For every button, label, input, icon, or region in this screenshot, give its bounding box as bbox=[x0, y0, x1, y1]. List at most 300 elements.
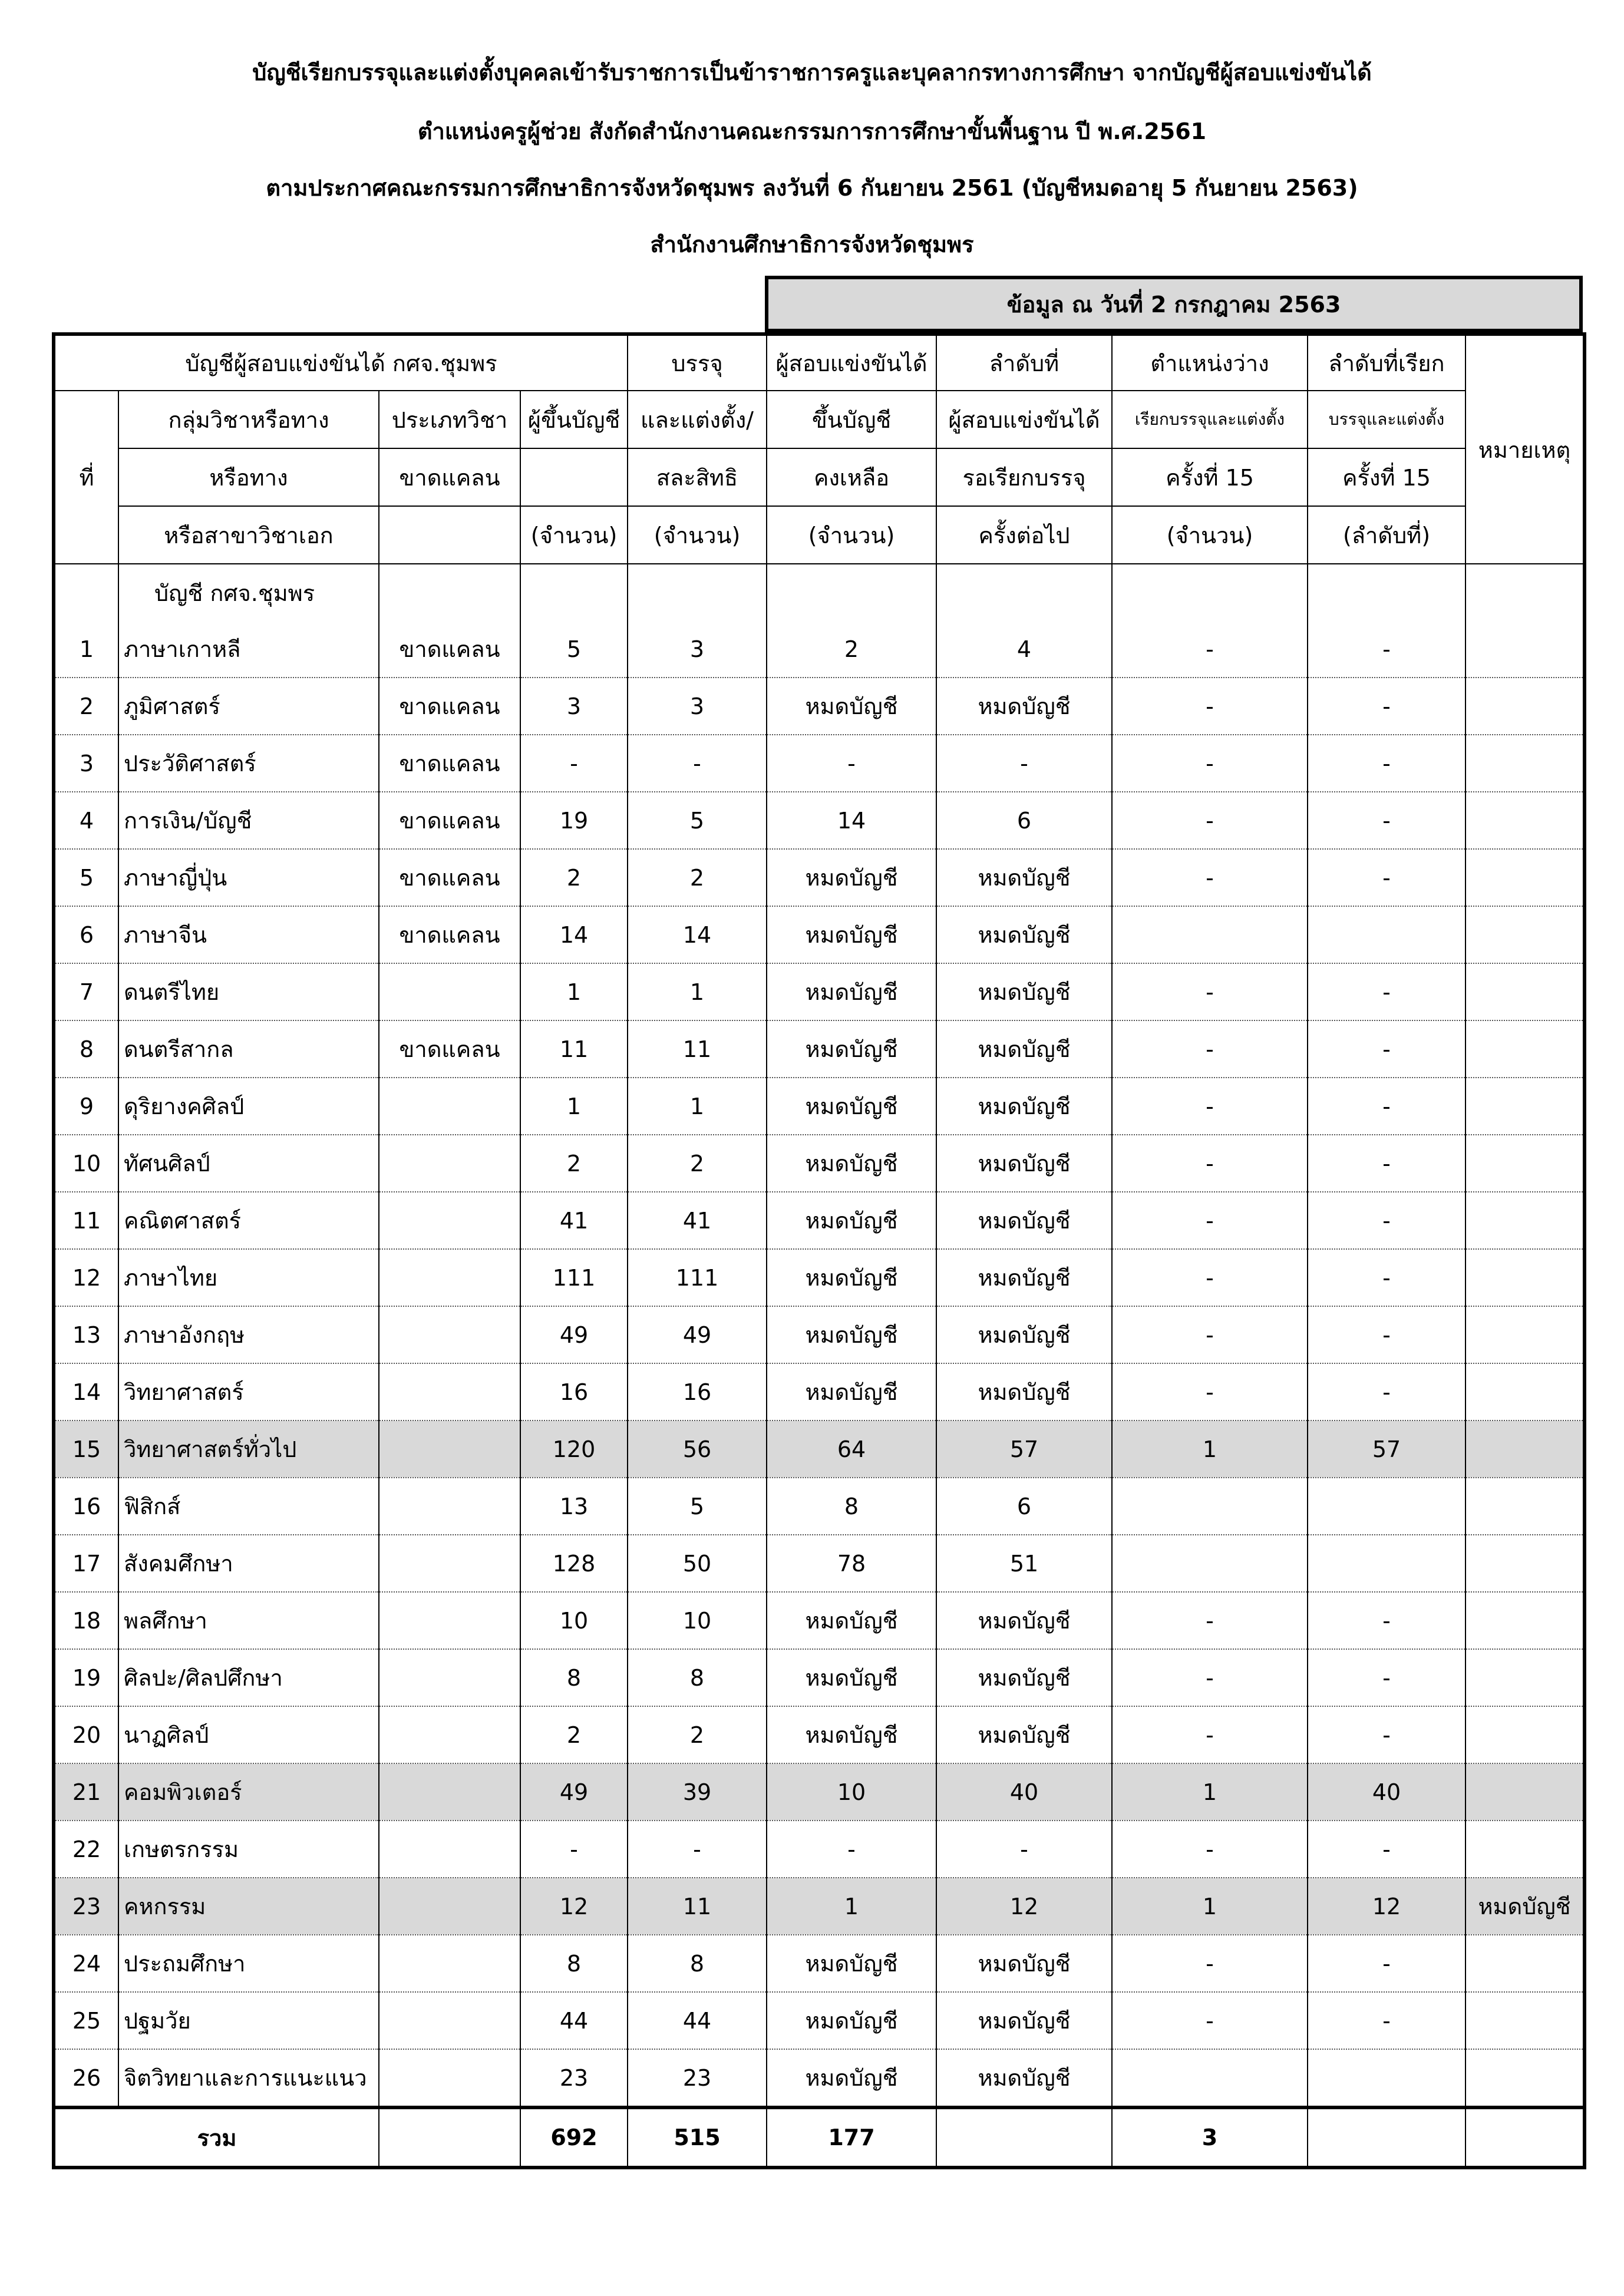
header-remaining-2: ขึ้นบัญชี bbox=[767, 391, 936, 448]
row-call-rank: - bbox=[1308, 963, 1465, 1020]
row-call-rank: 40 bbox=[1308, 1763, 1465, 1821]
row-next-rank: หมดบัญชี bbox=[936, 1306, 1112, 1363]
total-row bbox=[54, 2107, 1585, 2168]
row-next-rank: หมดบัญชี bbox=[936, 963, 1112, 1020]
header-shortage-1: ประเภทวิชา bbox=[379, 391, 520, 448]
row-listed: 2 bbox=[520, 1135, 628, 1192]
row-next-rank: หมดบัญชี bbox=[936, 906, 1112, 963]
header-vacancy-1: ตำแหน่งว่าง bbox=[1112, 334, 1308, 391]
row-remaining: หมดบัญชี bbox=[767, 1363, 936, 1420]
row-remark bbox=[1465, 1706, 1585, 1763]
row-subject: ฟิสิกส์ bbox=[118, 1478, 379, 1535]
row-no: 2 bbox=[54, 678, 118, 735]
row-shortage bbox=[379, 1192, 520, 1249]
header-subject-1: กลุ่มวิชาหรือทาง bbox=[118, 391, 379, 448]
row-remaining: 78 bbox=[767, 1535, 936, 1592]
row-subject: ภาษาอังกฤษ bbox=[118, 1306, 379, 1363]
row-appointed: 8 bbox=[628, 1649, 767, 1706]
row-call-rank bbox=[1308, 2049, 1465, 2107]
row-next-rank: หมดบัญชี bbox=[936, 1592, 1112, 1649]
row-next-rank: หมดบัญชี bbox=[936, 1020, 1112, 1078]
header-call-rank-1: ลำดับที่เรียก bbox=[1308, 334, 1465, 391]
row-vacancy: - bbox=[1112, 1020, 1308, 1078]
row-subject: ภาษาไทย bbox=[118, 1249, 379, 1306]
row-listed: 1 bbox=[520, 963, 628, 1020]
table-row bbox=[54, 621, 1585, 678]
table-row bbox=[54, 1649, 1585, 1706]
section-label: บัญชี กศจ.ชุมพร bbox=[118, 564, 379, 621]
row-vacancy: 1 bbox=[1112, 1420, 1308, 1478]
row-no: 18 bbox=[54, 1592, 118, 1649]
row-shortage bbox=[379, 2049, 520, 2107]
row-call-rank: 57 bbox=[1308, 1420, 1465, 1478]
row-call-rank: 12 bbox=[1308, 1878, 1465, 1935]
row-vacancy: - bbox=[1112, 849, 1308, 906]
row-remark bbox=[1465, 1020, 1585, 1078]
row-shortage: ขาดแคลน bbox=[379, 735, 520, 792]
row-shortage bbox=[379, 1249, 520, 1306]
row-remaining: หมดบัญชี bbox=[767, 849, 936, 906]
row-next-rank: หมดบัญชี bbox=[936, 1192, 1112, 1249]
row-call-rank: - bbox=[1308, 1706, 1465, 1763]
row-next-rank: - bbox=[936, 1821, 1112, 1878]
row-shortage: ขาดแคลน bbox=[379, 1020, 520, 1078]
row-next-rank: หมดบัญชี bbox=[936, 849, 1112, 906]
row-no: 13 bbox=[54, 1306, 118, 1363]
row-listed: 1 bbox=[520, 1078, 628, 1135]
header-remaining-4: (จำนวน) bbox=[767, 506, 936, 564]
row-call-rank: - bbox=[1308, 1078, 1465, 1135]
row-no: 3 bbox=[54, 735, 118, 792]
row-listed: 8 bbox=[520, 1935, 628, 1992]
row-remaining: 14 bbox=[767, 792, 936, 849]
row-call-rank: - bbox=[1308, 1992, 1465, 2049]
header-listed-blank bbox=[520, 448, 628, 506]
header-vacancy-4: (จำนวน) bbox=[1112, 506, 1308, 564]
table-row bbox=[54, 1821, 1585, 1878]
table-row bbox=[54, 792, 1585, 849]
row-listed: 5 bbox=[520, 621, 628, 678]
table-row bbox=[54, 963, 1585, 1020]
row-vacancy: - bbox=[1112, 1935, 1308, 1992]
header-appointed-4: (จำนวน) bbox=[628, 506, 767, 564]
header-call-rank-3: ครั้งที่ 15 bbox=[1308, 448, 1465, 506]
row-appointed: 111 bbox=[628, 1249, 767, 1306]
row-appointed: 11 bbox=[628, 1020, 767, 1078]
row-subject: ภาษาญี่ปุ่น bbox=[118, 849, 379, 906]
table-row bbox=[54, 1706, 1585, 1763]
row-vacancy: - bbox=[1112, 1992, 1308, 2049]
row-remaining: 2 bbox=[767, 621, 936, 678]
row-vacancy: - bbox=[1112, 678, 1308, 735]
row-appointed: 10 bbox=[628, 1592, 767, 1649]
row-remark bbox=[1465, 678, 1585, 735]
row-subject: ศิลปะ/ศิลปศึกษา bbox=[118, 1649, 379, 1706]
header-appointed-1: บรรจุ bbox=[628, 334, 767, 391]
row-listed: 49 bbox=[520, 1306, 628, 1363]
row-listed: 41 bbox=[520, 1192, 628, 1249]
row-next-rank: หมดบัญชี bbox=[936, 1706, 1112, 1763]
row-next-rank: หมดบัญชี bbox=[936, 1078, 1112, 1135]
row-remark bbox=[1465, 1249, 1585, 1306]
header-vacancy-3: ครั้งที่ 15 bbox=[1112, 448, 1308, 506]
row-remark: หมดบัญชี bbox=[1465, 1878, 1585, 1935]
total-remark bbox=[1465, 2107, 1585, 2168]
table-row bbox=[54, 1535, 1585, 1592]
row-listed: - bbox=[520, 1821, 628, 1878]
row-remaining: หมดบัญชี bbox=[767, 1592, 936, 1649]
row-remaining: หมดบัญชี bbox=[767, 1649, 936, 1706]
row-no: 24 bbox=[54, 1935, 118, 1992]
header-subject-2: หรือทาง bbox=[118, 448, 379, 506]
row-call-rank: - bbox=[1308, 1020, 1465, 1078]
row-shortage: ขาดแคลน bbox=[379, 678, 520, 735]
row-listed: 120 bbox=[520, 1420, 628, 1478]
row-appointed: 41 bbox=[628, 1192, 767, 1249]
row-appointed: 8 bbox=[628, 1935, 767, 1992]
row-remaining: 64 bbox=[767, 1420, 936, 1478]
row-no: 6 bbox=[54, 906, 118, 963]
row-call-rank: - bbox=[1308, 621, 1465, 678]
row-no: 20 bbox=[54, 1706, 118, 1763]
row-shortage bbox=[379, 1935, 520, 1992]
row-next-rank: 57 bbox=[936, 1420, 1112, 1478]
row-appointed: 39 bbox=[628, 1763, 767, 1821]
header-appointed-2: และแต่งตั้ง/ bbox=[628, 391, 767, 448]
row-remark bbox=[1465, 1135, 1585, 1192]
row-remark bbox=[1465, 1078, 1585, 1135]
row-vacancy: - bbox=[1112, 1306, 1308, 1363]
row-call-rank: - bbox=[1308, 1135, 1465, 1192]
row-next-rank: 12 bbox=[936, 1878, 1112, 1935]
row-subject: คหกรรม bbox=[118, 1878, 379, 1935]
row-call-rank: - bbox=[1308, 1649, 1465, 1706]
row-remaining: หมดบัญชี bbox=[767, 1192, 936, 1249]
row-shortage bbox=[379, 1535, 520, 1592]
header-shortage-blank bbox=[379, 506, 520, 564]
row-remaining: - bbox=[767, 735, 936, 792]
row-listed: 12 bbox=[520, 1878, 628, 1935]
row-appointed: 3 bbox=[628, 621, 767, 678]
row-shortage bbox=[379, 1078, 520, 1135]
table-row bbox=[54, 1306, 1585, 1363]
table-row bbox=[54, 735, 1585, 792]
row-remark bbox=[1465, 1306, 1585, 1363]
row-listed: 44 bbox=[520, 1992, 628, 2049]
row-no: 14 bbox=[54, 1363, 118, 1420]
row-vacancy bbox=[1112, 1478, 1308, 1535]
row-shortage bbox=[379, 1763, 520, 1821]
row-listed: 2 bbox=[520, 849, 628, 906]
header-remark: หมายเหตุ bbox=[1465, 334, 1585, 564]
total-vacancy: 3 bbox=[1112, 2107, 1308, 2168]
row-vacancy: - bbox=[1112, 792, 1308, 849]
row-appointed: 2 bbox=[628, 1706, 767, 1763]
row-appointed: 1 bbox=[628, 963, 767, 1020]
table-row bbox=[54, 1935, 1585, 1992]
row-subject: คณิตศาสตร์ bbox=[118, 1192, 379, 1249]
row-shortage bbox=[379, 1878, 520, 1935]
row-shortage: ขาดแคลน bbox=[379, 792, 520, 849]
row-call-rank: - bbox=[1308, 678, 1465, 735]
row-vacancy bbox=[1112, 1535, 1308, 1592]
row-appointed: 23 bbox=[628, 2049, 767, 2107]
doc-title-line-1: บัญชีเรียกบรรจุและแต่งตั้งบุคคลเข้ารับราชการเป็นข้าราชการครูและบุคลากรทางการศึกษา จากบัญชีผู้สอบแข่งขันได้ bbox=[252, 60, 1372, 85]
row-next-rank: 51 bbox=[936, 1535, 1112, 1592]
row-remark bbox=[1465, 1821, 1585, 1878]
row-no: 11 bbox=[54, 1192, 118, 1249]
table-row bbox=[54, 1249, 1585, 1306]
row-shortage bbox=[379, 1478, 520, 1535]
date-note: ข้อมูล ณ วันที่ 2 กรกฎาคม 2563 bbox=[767, 277, 1581, 331]
row-subject: วิทยาศาสตร์ bbox=[118, 1363, 379, 1420]
row-remaining: หมดบัญชี bbox=[767, 1078, 936, 1135]
row-subject: นาฏศิลป์ bbox=[118, 1706, 379, 1763]
row-call-rank: - bbox=[1308, 849, 1465, 906]
row-subject: จิตวิทยาและการแนะแนว bbox=[118, 2049, 379, 2107]
row-remaining: หมดบัญชี bbox=[767, 1306, 936, 1363]
row-next-rank: 6 bbox=[936, 1478, 1112, 1535]
table-row bbox=[54, 1192, 1585, 1249]
row-next-rank: หมดบัญชี bbox=[936, 1249, 1112, 1306]
row-remark bbox=[1465, 849, 1585, 906]
header-shortage-2: ขาดแคลน bbox=[379, 448, 520, 506]
row-listed: 23 bbox=[520, 2049, 628, 2107]
header-call-rank-4: (ลำดับที่) bbox=[1308, 506, 1465, 564]
row-no: 1 bbox=[54, 621, 118, 678]
table-row bbox=[54, 849, 1585, 906]
row-listed: 11 bbox=[520, 1020, 628, 1078]
row-shortage: ขาดแคลน bbox=[379, 621, 520, 678]
doc-title-line-2: ตำแหน่งครูผู้ช่วย สังกัดสำนักงานคณะกรรมการการศึกษาขั้นพื้นฐาน ปี พ.ศ.2561 bbox=[417, 118, 1207, 144]
row-next-rank: หมดบัญชี bbox=[936, 1135, 1112, 1192]
row-remark bbox=[1465, 735, 1585, 792]
row-remaining: 8 bbox=[767, 1478, 936, 1535]
row-vacancy: 1 bbox=[1112, 1878, 1308, 1935]
table-row bbox=[54, 1363, 1585, 1420]
row-no: 5 bbox=[54, 849, 118, 906]
row-subject: สังคมศึกษา bbox=[118, 1535, 379, 1592]
row-no: 15 bbox=[54, 1420, 118, 1478]
row-call-rank bbox=[1308, 1478, 1465, 1535]
row-subject: พลศึกษา bbox=[118, 1592, 379, 1649]
row-call-rank bbox=[1308, 906, 1465, 963]
total-remaining: 177 bbox=[767, 2107, 936, 2168]
header-call-rank-2: บรรจุและแต่งตั้ง bbox=[1308, 391, 1465, 448]
row-shortage: ขาดแคลน bbox=[379, 849, 520, 906]
row-no: 4 bbox=[54, 792, 118, 849]
row-remark bbox=[1465, 1992, 1585, 2049]
total-listed: 692 bbox=[520, 2107, 628, 2168]
row-appointed: 16 bbox=[628, 1363, 767, 1420]
row-shortage bbox=[379, 1821, 520, 1878]
header-next-rank-3: รอเรียกบรรจุ bbox=[936, 448, 1112, 506]
table-row bbox=[54, 1878, 1585, 1935]
row-vacancy bbox=[1112, 906, 1308, 963]
row-remark bbox=[1465, 1592, 1585, 1649]
row-call-rank bbox=[1308, 1535, 1465, 1592]
row-call-rank: - bbox=[1308, 1592, 1465, 1649]
table-row bbox=[54, 1020, 1585, 1078]
header-appointed-3: สละสิทธิ bbox=[628, 448, 767, 506]
table-row bbox=[54, 1135, 1585, 1192]
total-shortage bbox=[379, 2107, 520, 2168]
header-remaining-3: คงเหลือ bbox=[767, 448, 936, 506]
row-appointed: 5 bbox=[628, 1478, 767, 1535]
row-subject: ภูมิศาสตร์ bbox=[118, 678, 379, 735]
header-remaining-1: ผู้สอบแข่งขันได้ bbox=[767, 334, 936, 391]
row-call-rank: - bbox=[1308, 1935, 1465, 1992]
row-next-rank: - bbox=[936, 735, 1112, 792]
row-vacancy: - bbox=[1112, 1135, 1308, 1192]
row-shortage: ขาดแคลน bbox=[379, 906, 520, 963]
header-vacancy-2: เรียกบรรจุและแต่งตั้ง bbox=[1112, 391, 1308, 448]
row-next-rank: หมดบัญชี bbox=[936, 678, 1112, 735]
row-vacancy: - bbox=[1112, 1821, 1308, 1878]
row-remark bbox=[1465, 1935, 1585, 1992]
header-no: ที่ bbox=[54, 391, 118, 564]
row-vacancy: - bbox=[1112, 963, 1308, 1020]
row-listed: 128 bbox=[520, 1535, 628, 1592]
row-listed: 8 bbox=[520, 1649, 628, 1706]
row-vacancy: 1 bbox=[1112, 1763, 1308, 1821]
table-row bbox=[54, 1478, 1585, 1535]
table-row bbox=[54, 678, 1585, 735]
row-remark bbox=[1465, 1420, 1585, 1478]
row-subject: ปฐมวัย bbox=[118, 1992, 379, 2049]
row-subject: ดุริยางคศิลป์ bbox=[118, 1078, 379, 1135]
row-appointed: - bbox=[628, 1821, 767, 1878]
row-shortage bbox=[379, 1363, 520, 1420]
row-vacancy: - bbox=[1112, 735, 1308, 792]
row-remaining: หมดบัญชี bbox=[767, 1935, 936, 1992]
table-row bbox=[54, 1992, 1585, 2049]
row-shortage bbox=[379, 963, 520, 1020]
row-remark bbox=[1465, 963, 1585, 1020]
row-vacancy: - bbox=[1112, 1592, 1308, 1649]
row-shortage bbox=[379, 1306, 520, 1363]
header-next-rank-4: ครั้งต่อไป bbox=[936, 506, 1112, 564]
row-listed: 111 bbox=[520, 1249, 628, 1306]
row-subject: เกษตรกรรม bbox=[118, 1821, 379, 1878]
row-listed: 3 bbox=[520, 678, 628, 735]
header-next-rank-2: ผู้สอบแข่งขันได้ bbox=[936, 391, 1112, 448]
header-listed-2: (จำนวน) bbox=[520, 506, 628, 564]
row-call-rank: - bbox=[1308, 735, 1465, 792]
row-subject: ประวัติศาสตร์ bbox=[118, 735, 379, 792]
row-listed: 19 bbox=[520, 792, 628, 849]
row-subject: ดนตรีไทย bbox=[118, 963, 379, 1020]
row-vacancy: - bbox=[1112, 621, 1308, 678]
row-remark bbox=[1465, 1363, 1585, 1420]
row-subject: ภาษาเกาหลี bbox=[118, 621, 379, 678]
row-subject: การเงิน/บัญชี bbox=[118, 792, 379, 849]
row-appointed: 5 bbox=[628, 792, 767, 849]
doc-title-line-3: ตามประกาศคณะกรรมการศึกษาธิการจังหวัดชุมพร ลงวันที่ 6 กันยายน 2561 (บัญชีหมดอายุ 5 กันยายน 2563) bbox=[266, 175, 1358, 201]
row-vacancy: - bbox=[1112, 1249, 1308, 1306]
row-subject: ทัศนศิลป์ bbox=[118, 1135, 379, 1192]
row-no: 23 bbox=[54, 1878, 118, 1935]
row-next-rank: 40 bbox=[936, 1763, 1112, 1821]
row-no: 9 bbox=[54, 1078, 118, 1135]
row-listed: 49 bbox=[520, 1763, 628, 1821]
row-shortage bbox=[379, 1135, 520, 1192]
row-appointed: 11 bbox=[628, 1878, 767, 1935]
row-no: 12 bbox=[54, 1249, 118, 1306]
row-remark bbox=[1465, 2049, 1585, 2107]
row-remaining: หมดบัญชี bbox=[767, 678, 936, 735]
table-row bbox=[54, 2049, 1585, 2107]
row-remaining: หมดบัญชี bbox=[767, 2049, 936, 2107]
row-remark bbox=[1465, 1192, 1585, 1249]
row-call-rank: - bbox=[1308, 1821, 1465, 1878]
section-row bbox=[54, 564, 1585, 621]
row-no: 16 bbox=[54, 1478, 118, 1535]
header-listed-1: ผู้ขึ้นบัญชี bbox=[520, 391, 628, 448]
row-remaining: หมดบัญชี bbox=[767, 1020, 936, 1078]
row-remaining: หมดบัญชี bbox=[767, 963, 936, 1020]
table-row bbox=[54, 1763, 1585, 1821]
row-subject: วิทยาศาสตร์ทั่วไป bbox=[118, 1420, 379, 1478]
total-appointed: 515 bbox=[628, 2107, 767, 2168]
row-vacancy: - bbox=[1112, 1363, 1308, 1420]
row-appointed: 14 bbox=[628, 906, 767, 963]
row-vacancy bbox=[1112, 2049, 1308, 2107]
row-call-rank: - bbox=[1308, 792, 1465, 849]
row-listed: 2 bbox=[520, 1706, 628, 1763]
date-note-box bbox=[765, 276, 1583, 332]
row-appointed: 2 bbox=[628, 849, 767, 906]
row-vacancy: - bbox=[1112, 1649, 1308, 1706]
row-no: 21 bbox=[54, 1763, 118, 1821]
row-no: 19 bbox=[54, 1649, 118, 1706]
table-row bbox=[54, 906, 1585, 963]
row-vacancy: - bbox=[1112, 1078, 1308, 1135]
row-remark bbox=[1465, 621, 1585, 678]
row-no: 22 bbox=[54, 1821, 118, 1878]
row-appointed: - bbox=[628, 735, 767, 792]
row-appointed: 1 bbox=[628, 1078, 767, 1135]
row-subject: ดนตรีสากล bbox=[118, 1020, 379, 1078]
row-remaining: หมดบัญชี bbox=[767, 1992, 936, 2049]
row-subject: ประถมศึกษา bbox=[118, 1935, 379, 1992]
header-next-rank-1: ลำดับที่ bbox=[936, 334, 1112, 391]
row-appointed: 44 bbox=[628, 1992, 767, 2049]
row-remaining: หมดบัญชี bbox=[767, 1249, 936, 1306]
row-next-rank: หมดบัญชี bbox=[936, 1935, 1112, 1992]
doc-title-line-4: สำนักงานศึกษาธิการจังหวัดชุมพร bbox=[650, 232, 974, 257]
row-remark bbox=[1465, 1535, 1585, 1592]
row-listed: 14 bbox=[520, 906, 628, 963]
row-next-rank: 4 bbox=[936, 621, 1112, 678]
row-remaining: - bbox=[767, 1821, 936, 1878]
row-next-rank: 6 bbox=[936, 792, 1112, 849]
row-subject: ภาษาจีน bbox=[118, 906, 379, 963]
row-subject: คอมพิวเตอร์ bbox=[118, 1763, 379, 1821]
row-remaining: หมดบัญชี bbox=[767, 1706, 936, 1763]
row-call-rank: - bbox=[1308, 1249, 1465, 1306]
row-remark bbox=[1465, 792, 1585, 849]
row-call-rank: - bbox=[1308, 1306, 1465, 1363]
table-row bbox=[54, 1420, 1585, 1478]
row-vacancy: - bbox=[1112, 1706, 1308, 1763]
row-shortage bbox=[379, 1992, 520, 2049]
row-next-rank: หมดบัญชี bbox=[936, 1363, 1112, 1420]
total-next-rank bbox=[936, 2107, 1112, 2168]
row-remaining: หมดบัญชี bbox=[767, 906, 936, 963]
total-label: รวม bbox=[54, 2107, 379, 2168]
appointment-table bbox=[52, 332, 1586, 2169]
